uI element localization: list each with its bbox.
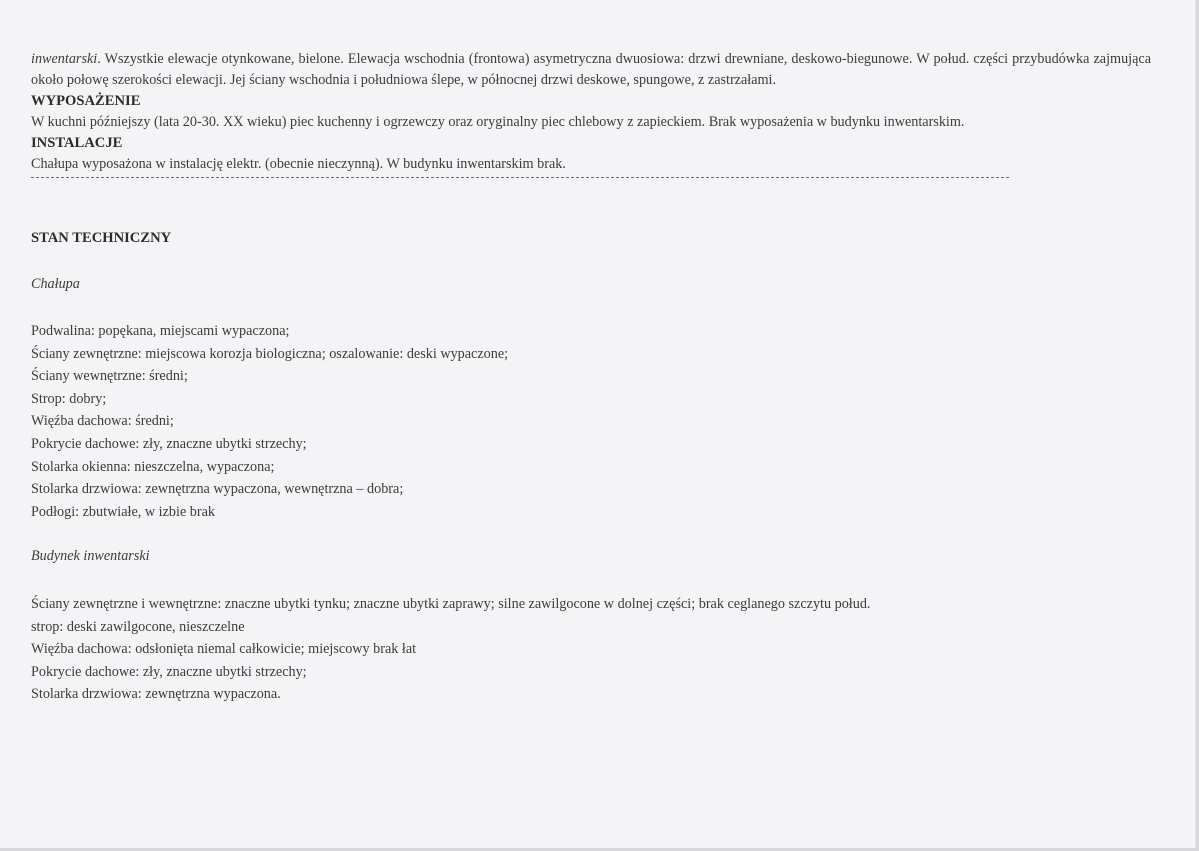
budynek-title: Budynek inwentarski	[31, 548, 150, 564]
chalupa-title: Chałupa	[31, 276, 80, 292]
list-item: strop: deski zawilgocone, nieszczelne	[31, 618, 245, 635]
instalacje-text: Chałupa wyposażona w instalację elektr. (obecnie nieczynną). W budynku inwentarskim brak.	[31, 156, 566, 172]
list-item: Pokrycie dachowe: zły, znaczne ubytki strzechy;	[31, 435, 307, 452]
list-item: Ściany zewnętrzne: miejscowa korozja biologiczna; oszalowanie: deski wypaczone;	[31, 345, 509, 362]
page-edge-right	[1195, 0, 1199, 851]
stan-techniczny-heading: STAN TECHNICZNY	[31, 230, 172, 246]
list-item: Strop: dobry;	[31, 390, 107, 407]
list-item: Więźba dachowa: odsłonięta niemal całkowicie; miejscowy brak łat	[31, 641, 417, 658]
list-item: Więźba dachowa: średni;	[31, 413, 174, 430]
dashed-separator	[31, 177, 1009, 178]
wyposazenie-heading: WYPOSAŻENIE	[31, 93, 141, 109]
intro-text: . Wszystkie elewacje otynkowane, bielone. Elewacja wschodnia (frontowa) asymetryczna dwuosiowa: drzwi drewniane, deskowo-biegunowe. W połud. części przybudówka zajmująca około połowę szerokości elewacji. Jej ściany wschodnia i południowa ślepe, w północnej drzwi deskowe, spungowe, z zastrzałami.	[31, 51, 1151, 88]
instalacje-heading: INSTALACJE	[31, 135, 123, 151]
list-item: Podwalina: popękana, miejscami wypaczona;	[31, 323, 290, 339]
intro-lead-italic: inwentarski	[31, 51, 98, 67]
list-item: Ściany wewnętrzne: średni;	[31, 368, 188, 385]
list-item: Stolarka drzwiowa: zewnętrzna wypaczona.	[31, 686, 281, 703]
list-item: Stolarka drzwiowa: zewnętrzna wypaczona, wewnętrzna – dobra;	[31, 481, 404, 498]
budynek-list	[31, 593, 870, 706]
list-item: Ściany zewnętrzne i wewnętrzne: znaczne ubytki tynku; znaczne ubytki zaprawy; silne zawilgocone w dolnej części; brak ceglanego szczytu połud.	[31, 596, 871, 612]
list-item: Pokrycie dachowe: zły, znaczne ubytki strzechy;	[31, 663, 307, 680]
list-item: Stolarka okienna: nieszczelna, wypaczona;	[31, 458, 275, 475]
chalupa-list	[31, 320, 508, 523]
intro-paragraph	[31, 49, 1151, 91]
wyposazenie-text: W kuchni późniejszy (lata 20-30. XX wieku) piec kuchenny i ogrzewczy oraz oryginalny piec chlebowy z zapieckiem. Brak wyposażenia w budynku inwentarskim.	[31, 114, 965, 130]
top-text-block	[31, 49, 1151, 178]
list-item: Podłogi: zbutwiałe, w izbie brak	[31, 503, 216, 520]
